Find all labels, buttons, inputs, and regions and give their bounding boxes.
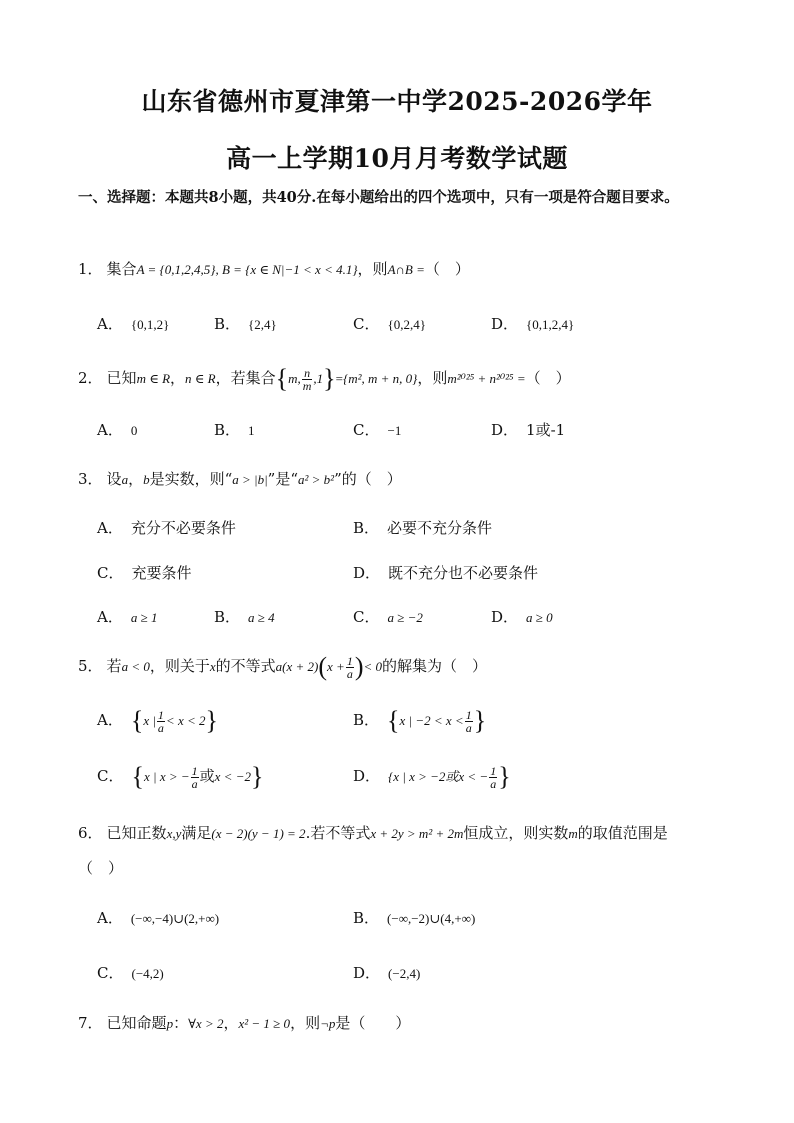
q3-option-a: A． 充分不必要条件 [97,519,236,537]
exam-title-line2: 高一上学期10月月考数学试题 [226,144,568,173]
q6-option-a: A． (−∞,−4)∪(2,+∞) [97,909,220,927]
question-3: 3． 设a，b是实数，则“a > |b|”是“a² > b²”的（ ） [78,470,402,488]
intersection-expr: A∩B = [387,262,425,277]
q2-option-c: C． −1 [353,421,402,439]
q5-option-d: D． {x | x > −2或x < − $\frac{1}{a}$ } [353,762,511,791]
question-5: 5． 若a < 0，则关于x的不等式a(x + 2)(x + $\frac{1}{a}$ )< 0的解集为（ ） [78,652,488,681]
q3-option-d: D． 既不充分也不必要条件 [353,564,539,582]
q1-option-c: C． {0,2,4} [353,315,426,333]
q3-option-b: B． 必要不充分条件 [353,519,493,537]
question-1: 1． 集合A = {0,1,2,4,5}, B = {x ∈ N|−1 < x < 4.1}，则A∩B =（ ） [78,260,470,278]
q5-option-c: C． {x | x > − $\frac{1}{a}$ 或x < −2} [97,762,264,791]
fraction-one-over-a: $\frac{1}{a}$ [346,653,353,681]
q3-option-c: C． 充要条件 [97,564,192,582]
q2-option-d: D． 1或-1 [491,421,566,439]
q1-option-d: D． {0,1,2,4} [491,315,575,333]
q2-option-a: A． 0 [97,421,138,439]
q4-option-a: A． a ≥ 1 [97,608,158,626]
question-7: 7． 已知命题p：∀x > 2，x² − 1 ≥ 0，则¬p是（ ） [78,1014,411,1032]
q4-option-d: D． a ≥ 0 [491,608,553,626]
q6-option-d: D． (−2,4) [353,964,421,982]
q5-option-b: B． {x | −2 < x < $\frac{1}{a}$ } [353,706,487,735]
question-6: 6． 已知正数x,y满足(x − 2)(y − 1) = 2.若不等式x + 2y > m² + 2m恒成立，则实数m的取值范围是 [78,824,668,842]
q1-option-a: A． {0,1,2} [97,315,170,333]
q5-option-a: A． {x | $\frac{1}{a}$ < x < 2} [97,706,218,735]
question-2: 2． 已知m ∈ R，n ∈ R，若集合{m, $\frac{n}{m}$ ,1}={m², m + n, 0}，则m²⁰²⁵ + n²⁰²⁵ =（ ） [78,364,571,393]
set-b: , B = {x ∈ N|−1 < x < 4.1} [215,262,358,277]
section-heading: 一、选择题：本题共8小题，共40分.在每小题给出的四个选项中，只有一项是符合题目要求。 [78,189,679,206]
fraction-n-over-m: $\frac{n}{m}$ [302,365,312,393]
q6-option-b: B． (−∞,−2)∪(4,+∞) [353,909,476,927]
q6-option-c: C． (−4,2) [97,964,164,982]
q4-option-b: B． a ≥ 4 [214,608,275,626]
q4-option-c: C． a ≥ −2 [353,608,423,626]
exam-title-line1: 山东省德州市夏津第一中学2025-2026学年 [141,87,653,116]
set-a: A = {0,1,2,4,5} [136,262,216,277]
question-6-blank: （ ） [78,859,124,877]
q2-option-b: B． 1 [214,421,255,439]
q1-option-b: B． {2,4} [214,315,277,333]
